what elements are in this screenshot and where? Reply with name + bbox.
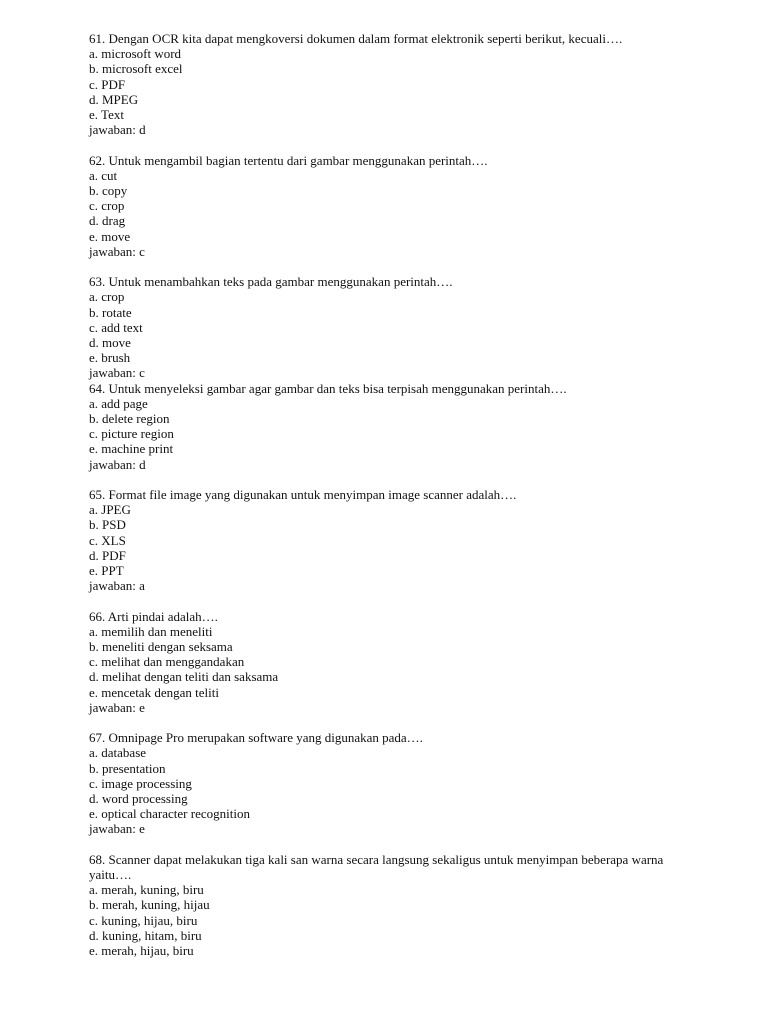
question-text: 64. Untuk menyeleksi gambar agar gambar dan teks bisa terpisah menggunakan perintah…. bbox=[89, 380, 567, 396]
option-e: e. optical character recognition bbox=[89, 806, 250, 822]
option-d: d. PDF bbox=[89, 547, 126, 563]
question-text: 68. Scanner dapat melakukan tiga kali san warna secara langsung sekaligus untuk menyimpan beberapa warna yaitu…. bbox=[89, 851, 664, 883]
option-b: b. delete region bbox=[89, 411, 170, 427]
question-65 bbox=[89, 487, 679, 593]
answer-key: jawaban: a bbox=[89, 578, 145, 594]
question-62 bbox=[89, 153, 679, 259]
question-68 bbox=[89, 852, 679, 958]
option-c: c. XLS bbox=[89, 532, 126, 548]
option-c: c. picture region bbox=[89, 426, 174, 442]
option-a: a. memilih dan meneliti bbox=[89, 623, 213, 639]
question-list bbox=[89, 31, 679, 958]
answer-key: jawaban: c bbox=[89, 243, 145, 259]
question-text: 66. Arti pindai adalah…. bbox=[89, 608, 218, 624]
question-66 bbox=[89, 609, 679, 715]
option-e: e. Text bbox=[89, 107, 124, 123]
option-a: a. cut bbox=[89, 167, 118, 183]
option-b: b. merah, kuning, hijau bbox=[89, 897, 210, 913]
option-b: b. copy bbox=[89, 183, 128, 199]
answer-key: jawaban: c bbox=[89, 365, 145, 381]
question-64 bbox=[89, 381, 679, 472]
option-a: a. merah, kuning, biru bbox=[89, 882, 204, 898]
option-e: e. move bbox=[89, 228, 131, 244]
option-d: d. drag bbox=[89, 213, 126, 229]
answer-key: jawaban: e bbox=[89, 699, 145, 715]
option-c: c. kuning, hijau, biru bbox=[89, 912, 198, 928]
question-63 bbox=[89, 274, 679, 380]
option-c: c. melihat dan menggandakan bbox=[89, 654, 245, 670]
question-text: 65. Format file image yang digunakan untuk menyimpan image scanner adalah…. bbox=[89, 487, 517, 503]
answer-key: jawaban: e bbox=[89, 821, 145, 837]
question-text: 67. Omnipage Pro merupakan software yang digunakan pada…. bbox=[89, 730, 423, 746]
option-d: d. melihat dengan teliti dan saksama bbox=[89, 669, 279, 685]
option-e: e. brush bbox=[89, 350, 131, 366]
question-text: 62. Untuk mengambil bagian tertentu dari gambar menggunakan perintah…. bbox=[89, 152, 488, 168]
option-b: b. meneliti dengan seksama bbox=[89, 639, 233, 655]
option-c: c. image processing bbox=[89, 775, 192, 791]
option-d: d. MPEG bbox=[89, 91, 139, 107]
question-text: 61. Dengan OCR kita dapat mengkoversi dokumen dalam format elektronik seperti berikut, kecuali…. bbox=[89, 31, 623, 46]
answer-key: jawaban: d bbox=[89, 456, 146, 472]
option-d: d. move bbox=[89, 335, 131, 351]
option-e: e. machine print bbox=[89, 441, 174, 457]
option-d: d. kuning, hitam, biru bbox=[89, 927, 202, 943]
option-a: a. microsoft word bbox=[89, 46, 182, 62]
option-c: c. crop bbox=[89, 198, 125, 214]
option-e: e. PPT bbox=[89, 563, 124, 579]
option-c: c. PDF bbox=[89, 76, 126, 92]
answer-key: jawaban: d bbox=[89, 122, 146, 138]
option-c: c. add text bbox=[89, 319, 143, 335]
question-text: 63. Untuk menambahkan teks pada gambar menggunakan perintah…. bbox=[89, 274, 453, 290]
option-b: b. microsoft excel bbox=[89, 61, 183, 77]
option-a: a. add page bbox=[89, 395, 148, 411]
option-e: e. merah, hijau, biru bbox=[89, 943, 194, 959]
option-a: a. JPEG bbox=[89, 502, 131, 518]
option-e: e. mencetak dengan teliti bbox=[89, 684, 219, 700]
question-67 bbox=[89, 730, 679, 836]
option-d: d. word processing bbox=[89, 791, 188, 807]
option-b: b. PSD bbox=[89, 517, 126, 533]
option-a: a. crop bbox=[89, 289, 125, 305]
option-a: a. database bbox=[89, 745, 147, 761]
question-61 bbox=[89, 31, 679, 137]
option-b: b. rotate bbox=[89, 304, 132, 320]
option-b: b. presentation bbox=[89, 760, 166, 776]
